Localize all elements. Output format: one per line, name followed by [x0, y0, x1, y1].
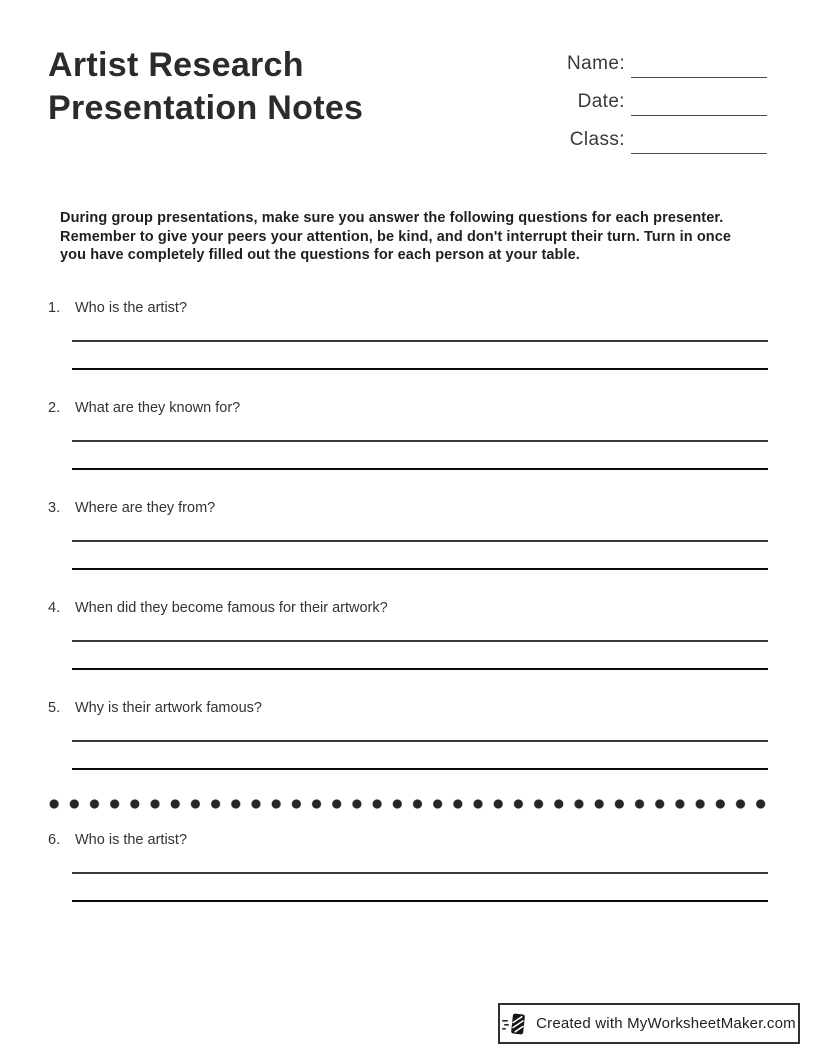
question-5	[48, 700, 768, 780]
question-5-answer-line-2	[72, 768, 768, 770]
instructions-line-3: you have completely filled out the questions for each person at your table.	[60, 247, 580, 263]
name-field	[527, 48, 767, 78]
question-2-answer-line-1	[72, 440, 768, 442]
question-2-answer-line-2	[72, 468, 768, 470]
question-1-text: Who is the artist?	[75, 300, 188, 316]
question-2	[48, 400, 768, 480]
page-title-line-2: Presentation Notes	[48, 89, 364, 127]
question-6-answer-line-1	[72, 872, 768, 874]
question-1-label	[48, 300, 768, 317]
worksheet-maker-logo-icon	[502, 1011, 528, 1037]
question-6-label	[48, 832, 768, 849]
question-6-number: 6.	[48, 832, 61, 848]
question-3-answer-line-1	[72, 540, 768, 542]
question-3-number: 3.	[48, 500, 61, 516]
question-5-label	[48, 700, 768, 717]
question-4-answer-line-2	[72, 668, 768, 670]
date-field	[527, 86, 767, 116]
question-3-text: Where are they from?	[75, 500, 216, 516]
question-2-label	[48, 400, 768, 417]
credit-text: Created with MyWorksheetMaker.com	[536, 1015, 796, 1032]
question-3-answer-line-2	[72, 568, 768, 570]
student-info-fields	[527, 48, 767, 162]
credit-badge	[498, 1003, 800, 1044]
question-2-text: What are they known for?	[75, 400, 241, 416]
class-fill-in-line	[631, 128, 767, 154]
question-1	[48, 300, 768, 380]
date-field-label: Date:	[577, 91, 625, 112]
question-2-number: 2.	[48, 400, 61, 416]
question-4	[48, 600, 768, 680]
question-4-answer-line-1	[72, 640, 768, 642]
dotted-divider	[44, 799, 770, 809]
instructions-paragraph	[60, 209, 750, 265]
class-field-label: Class:	[569, 129, 625, 150]
question-6-answer-line-2	[72, 900, 768, 902]
question-5-text: Why is their artwork famous?	[75, 700, 262, 716]
page-title	[48, 44, 363, 130]
question-4-label	[48, 600, 768, 617]
date-fill-in-line	[631, 90, 767, 116]
name-field-label: Name:	[567, 53, 625, 74]
class-field	[527, 124, 767, 154]
question-5-answer-line-1	[72, 740, 768, 742]
name-fill-in-line	[631, 52, 767, 78]
question-1-answer-line-2	[72, 368, 768, 370]
question-5-number: 5.	[48, 700, 61, 716]
question-6-text: Who is the artist?	[75, 832, 188, 848]
question-6	[48, 832, 768, 912]
instructions-line-1: During group presentations, make sure you answer the following questions for each presenter.	[60, 210, 724, 226]
question-1-number: 1.	[48, 300, 61, 316]
instructions-line-2: Remember to give your peers your attention, be kind, and don't interrupt their turn. Turn in once	[60, 228, 732, 245]
question-3-label	[48, 500, 768, 517]
question-4-number: 4.	[48, 600, 61, 616]
question-4-text: When did they become famous for their artwork?	[75, 600, 388, 616]
page-title-line-1: Artist Research	[48, 46, 304, 84]
question-3	[48, 500, 768, 580]
question-1-answer-line-1	[72, 340, 768, 342]
